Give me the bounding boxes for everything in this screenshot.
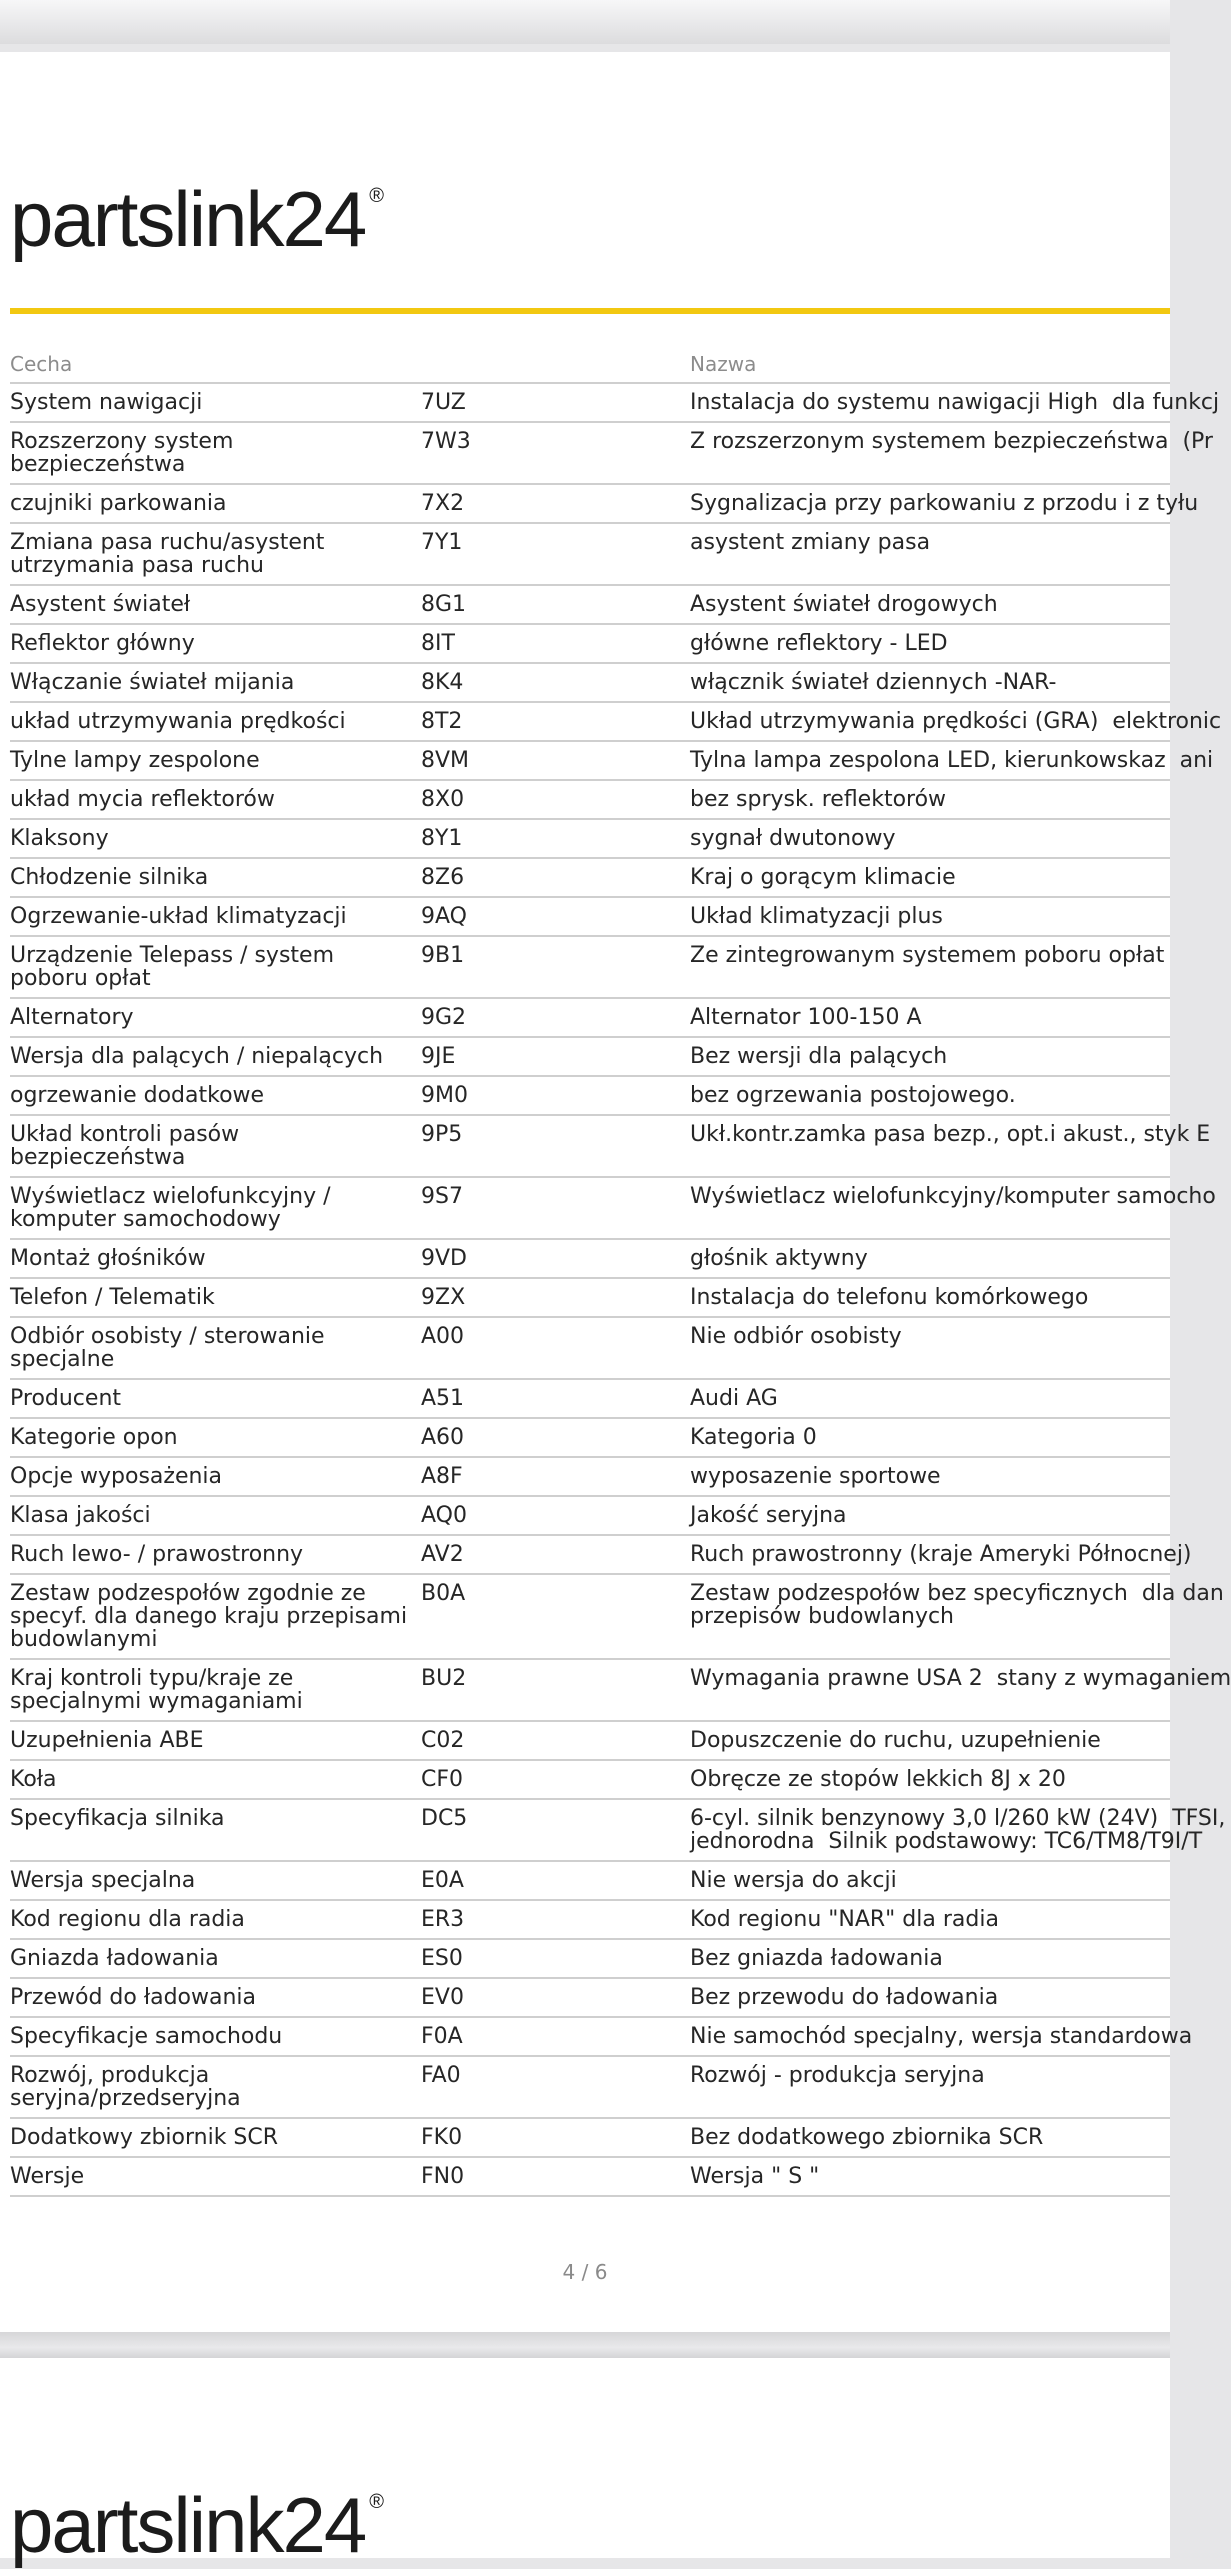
table-row xyxy=(10,1536,1192,1575)
table-row xyxy=(10,664,1170,703)
cell-feature: Montaż głośników xyxy=(10,1246,206,1271)
cell-name: Kod regionu "NAR" dla radia xyxy=(690,1907,999,1932)
table-row xyxy=(10,1722,1170,1761)
cell-feature: Reflektor główny xyxy=(10,631,195,656)
table-header xyxy=(10,346,1170,382)
cell-code: E0A xyxy=(421,1868,464,1893)
cell-feature: Wersja dla palących / niepalących xyxy=(10,1044,384,1069)
table-row xyxy=(10,1279,1170,1318)
table-row xyxy=(10,1497,1170,1536)
cell-name: Zestaw podzespołów bez specyficznych dla dan przepisów budowlanych xyxy=(690,1581,1224,1629)
cell-feature: układ utrzymywania prędkości xyxy=(10,709,346,734)
cell-code: A8F xyxy=(421,1464,463,1489)
cell-feature: Asystent świateł xyxy=(10,592,191,617)
table-row xyxy=(10,1318,1170,1380)
cell-feature: Urządzenie Telepass / system poboru opłat xyxy=(10,943,334,991)
table-row xyxy=(10,1761,1170,1800)
cell-code: FN0 xyxy=(421,2164,465,2189)
cell-feature: Kategorie opon xyxy=(10,1425,178,1450)
cell-code: DC5 xyxy=(421,1806,468,1831)
cell-feature: Ruch lewo- / prawostronny xyxy=(10,1542,304,1567)
cell-code: 7W3 xyxy=(421,429,471,454)
next-document-page xyxy=(0,2358,1170,2569)
table-row xyxy=(10,898,1170,937)
document-page xyxy=(0,52,1231,2332)
table-row xyxy=(10,937,1170,999)
cell-name: Dopuszczenie do ruchu, uzupełnienie xyxy=(690,1728,1101,1753)
cell-feature: ogrzewanie dodatkowe xyxy=(10,1083,265,1108)
table-row xyxy=(10,485,1199,524)
header-feature: Cecha xyxy=(10,352,73,376)
cell-feature: Tylne lampy zespolone xyxy=(10,748,260,773)
table-row xyxy=(10,1979,1170,2018)
table-row xyxy=(10,1940,1170,1979)
cell-name: bez sprysk. reflektorów xyxy=(690,787,947,812)
cell-code: 9B1 xyxy=(421,943,465,968)
cell-name: Wymagania prawne USA 2 stany z wymaganiem xyxy=(690,1666,1231,1691)
cell-code: ES0 xyxy=(421,1946,463,1971)
table-row xyxy=(10,1800,1226,1862)
table-row xyxy=(10,2119,1170,2158)
table-row xyxy=(10,1240,1170,1279)
cell-code: A51 xyxy=(421,1386,465,1411)
table-row xyxy=(10,1380,1170,1419)
cell-feature: Specyfikacje samochodu xyxy=(10,2024,283,2049)
cell-name: Instalacja do systemu nawigacji High dla funkcj xyxy=(690,390,1220,415)
header-name: Nazwa xyxy=(690,352,757,376)
cell-name: Kraj o gorącym klimacie xyxy=(690,865,956,890)
cell-feature: Dodatkowy zbiornik SCR xyxy=(10,2125,279,2150)
cell-name: Nie odbiór osobisty xyxy=(690,1324,902,1349)
cell-feature: Wersje xyxy=(10,2164,85,2189)
equipment-table xyxy=(10,346,1231,2197)
cell-code: CF0 xyxy=(421,1767,464,1792)
table-row xyxy=(10,1862,1170,1901)
cell-feature: Producent xyxy=(10,1386,122,1411)
header-rule xyxy=(10,308,1170,314)
cell-name: Nie samochód specjalny, wersja standardowa xyxy=(690,2024,1193,2049)
cell-code: 8VM xyxy=(421,748,470,773)
cell-feature: Wyświetlacz wielofunkcyjny / komputer samochodowy xyxy=(10,1184,331,1232)
table-row xyxy=(10,524,1170,586)
cell-feature: Koła xyxy=(10,1767,57,1792)
cell-name: Obręcze ze stopów lekkich 8J x 20 xyxy=(690,1767,1066,1792)
cell-code: 8T2 xyxy=(421,709,463,734)
cell-code: 9JE xyxy=(421,1044,456,1069)
viewer-top-bar xyxy=(0,0,1170,44)
table-row xyxy=(10,625,1170,664)
page-separator xyxy=(0,2332,1170,2358)
cell-name: Rozwój - produkcja seryjna xyxy=(690,2063,985,2088)
cell-name: Układ klimatyzacji plus xyxy=(690,904,943,929)
cell-feature: Rozwój, produkcja seryjna/przedseryjna xyxy=(10,2063,241,2111)
cell-code: 8X0 xyxy=(421,787,465,812)
cell-code: 7Y1 xyxy=(421,530,463,555)
cell-feature: Klasa jakości xyxy=(10,1503,151,1528)
page-number: 4 / 6 xyxy=(562,2260,608,2284)
cell-code: 8IT xyxy=(421,631,455,656)
table-row xyxy=(10,382,1220,423)
cell-name: Audi AG xyxy=(690,1386,778,1411)
table-row xyxy=(10,820,1170,859)
cell-name: Nie wersja do akcji xyxy=(690,1868,897,1893)
table-row xyxy=(10,1660,1231,1722)
cell-feature: Układ kontroli pasów bezpieczeństwa xyxy=(10,1122,240,1170)
cell-feature: Alternatory xyxy=(10,1005,134,1030)
table-row xyxy=(10,999,1170,1038)
cell-code: 9G2 xyxy=(421,1005,467,1030)
table-row xyxy=(10,1575,1224,1660)
cell-code: 8Z6 xyxy=(421,865,465,890)
cell-name: głośnik aktywny xyxy=(690,1246,868,1271)
table-row xyxy=(10,2057,1170,2119)
cell-name: Wersja " S " xyxy=(690,2164,820,2189)
table-row xyxy=(10,1419,1170,1458)
cell-feature: Ogrzewanie-układ klimatyzacji xyxy=(10,904,347,929)
cell-code: 9ZX xyxy=(421,1285,466,1310)
cell-feature: Włączanie świateł mijania xyxy=(10,670,295,695)
cell-name: Sygnalizacja przy parkowaniu z przodu i z tyłu xyxy=(690,491,1199,516)
partslink24-logo: partslink24 ® xyxy=(10,2481,384,2569)
table-row xyxy=(10,1116,1211,1178)
cell-name: Bez gniazda ładowania xyxy=(690,1946,943,1971)
cell-code: A60 xyxy=(421,1425,465,1450)
cell-code: A00 xyxy=(421,1324,465,1349)
table-row xyxy=(10,2158,1170,2197)
cell-code: 9VD xyxy=(421,1246,467,1271)
cell-feature: Odbiór osobisty / sterowanie specjalne xyxy=(10,1324,325,1372)
table-row xyxy=(10,586,1170,625)
cell-feature: czujniki parkowania xyxy=(10,491,227,516)
cell-name: Ruch prawostronny (kraje Ameryki Północnej) xyxy=(690,1542,1192,1567)
table-row xyxy=(10,703,1222,742)
cell-feature: Opcje wyposażenia xyxy=(10,1464,223,1489)
cell-name: włącznik świateł dziennych -NAR- xyxy=(690,670,1057,695)
cell-feature: Specyfikacja silnika xyxy=(10,1806,225,1831)
cell-name: Alternator 100-150 A xyxy=(690,1005,922,1030)
cell-feature: Rozszerzony system bezpieczeństwa xyxy=(10,429,234,477)
table-row xyxy=(10,1458,1170,1497)
cell-name: wyposazenie sportowe xyxy=(690,1464,941,1489)
cell-name: sygnał dwutonowy xyxy=(690,826,896,851)
cell-feature: Klaksony xyxy=(10,826,109,851)
cell-name: bez ogrzewania postojowego. xyxy=(690,1083,1016,1108)
cell-code: 8Y1 xyxy=(421,826,463,851)
cell-code: BU2 xyxy=(421,1666,467,1691)
cell-code: EV0 xyxy=(421,1985,464,2010)
table-row xyxy=(10,1901,1170,1940)
cell-feature: układ mycia reflektorów xyxy=(10,787,275,812)
table-row xyxy=(10,742,1214,781)
cell-code: 7UZ xyxy=(421,390,466,415)
cell-name: Kategoria 0 xyxy=(690,1425,817,1450)
cell-feature: Zmiana pasa ruchu/asystent utrzymania pasa ruchu xyxy=(10,530,325,578)
table-row xyxy=(10,2018,1193,2057)
cell-feature: Uzupełnienia ABE xyxy=(10,1728,204,1753)
cell-code: FA0 xyxy=(421,2063,461,2088)
cell-feature: Kraj kontroli typu/kraje ze specjalnymi wymaganiami xyxy=(10,1666,303,1714)
table-body xyxy=(10,382,1231,2197)
cell-name: Bez dodatkowego zbiornika SCR xyxy=(690,2125,1044,2150)
cell-code: 9P5 xyxy=(421,1122,463,1147)
cell-name: asystent zmiany pasa xyxy=(690,530,931,555)
cell-name: Tylna lampa zespolona LED, kierunkowskaz ani xyxy=(690,748,1214,773)
table-row xyxy=(10,781,1170,820)
cell-name: Bez wersji dla palących xyxy=(690,1044,948,1069)
cell-code: FK0 xyxy=(421,2125,463,2150)
cell-code: C02 xyxy=(421,1728,465,1753)
cell-code: B0A xyxy=(421,1581,466,1606)
cell-name: Ze zintegrowanym systemem poboru opłat xyxy=(690,943,1165,968)
cell-feature: Gniazda ładowania xyxy=(10,1946,219,1971)
cell-feature: System nawigacji xyxy=(10,390,203,415)
cell-code: 9S7 xyxy=(421,1184,463,1209)
cell-feature: Zestaw podzespołów zgodnie ze specyf. dla danego kraju przepisami budowlanymi xyxy=(10,1581,408,1652)
cell-code: 9AQ xyxy=(421,904,467,929)
cell-name: Układ utrzymywania prędkości (GRA) elektronic xyxy=(690,709,1222,734)
table-row xyxy=(10,423,1213,485)
cell-name: główne reflektory - LED xyxy=(690,631,948,656)
cell-feature: Wersja specjalna xyxy=(10,1868,196,1893)
cell-name: Bez przewodu do ładowania xyxy=(690,1985,999,2010)
cell-feature: Kod regionu dla radia xyxy=(10,1907,245,1932)
table-row xyxy=(10,859,1170,898)
cell-name: Instalacja do telefonu komórkowego xyxy=(690,1285,1089,1310)
table-row xyxy=(10,1038,1170,1077)
cell-name: Ukł.kontr.zamka pasa bezp., opt.i akust., styk E xyxy=(690,1122,1211,1147)
cell-feature: Chłodzenie silnika xyxy=(10,865,209,890)
cell-name: Asystent świateł drogowych xyxy=(690,592,998,617)
table-row xyxy=(10,1178,1216,1240)
cell-name: Jakość seryjna xyxy=(690,1503,847,1528)
cell-code: 8K4 xyxy=(421,670,464,695)
cell-feature: Przewód do ładowania xyxy=(10,1985,257,2010)
table-row xyxy=(10,1077,1170,1116)
cell-name: Z rozszerzonym systemem bezpieczeństwa (Pr xyxy=(690,429,1213,454)
cell-code: F0A xyxy=(421,2024,463,2049)
cell-code: 9M0 xyxy=(421,1083,468,1108)
partslink24-logo: partslink24 ® xyxy=(10,175,384,263)
cell-name: 6-cyl. silnik benzynowy 3,0 l/260 kW (24V) TFSI, jednorodna Silnik podstawowy: TC6/TM8/T9I/T xyxy=(690,1806,1226,1854)
cell-feature: Telefon / Telematik xyxy=(10,1285,215,1310)
cell-code: 8G1 xyxy=(421,592,467,617)
cell-name: Wyświetlacz wielofunkcyjny/komputer samocho xyxy=(690,1184,1216,1209)
cell-code: ER3 xyxy=(421,1907,465,1932)
cell-code: AQ0 xyxy=(421,1503,467,1528)
cell-code: AV2 xyxy=(421,1542,464,1567)
cell-code: 7X2 xyxy=(421,491,465,516)
